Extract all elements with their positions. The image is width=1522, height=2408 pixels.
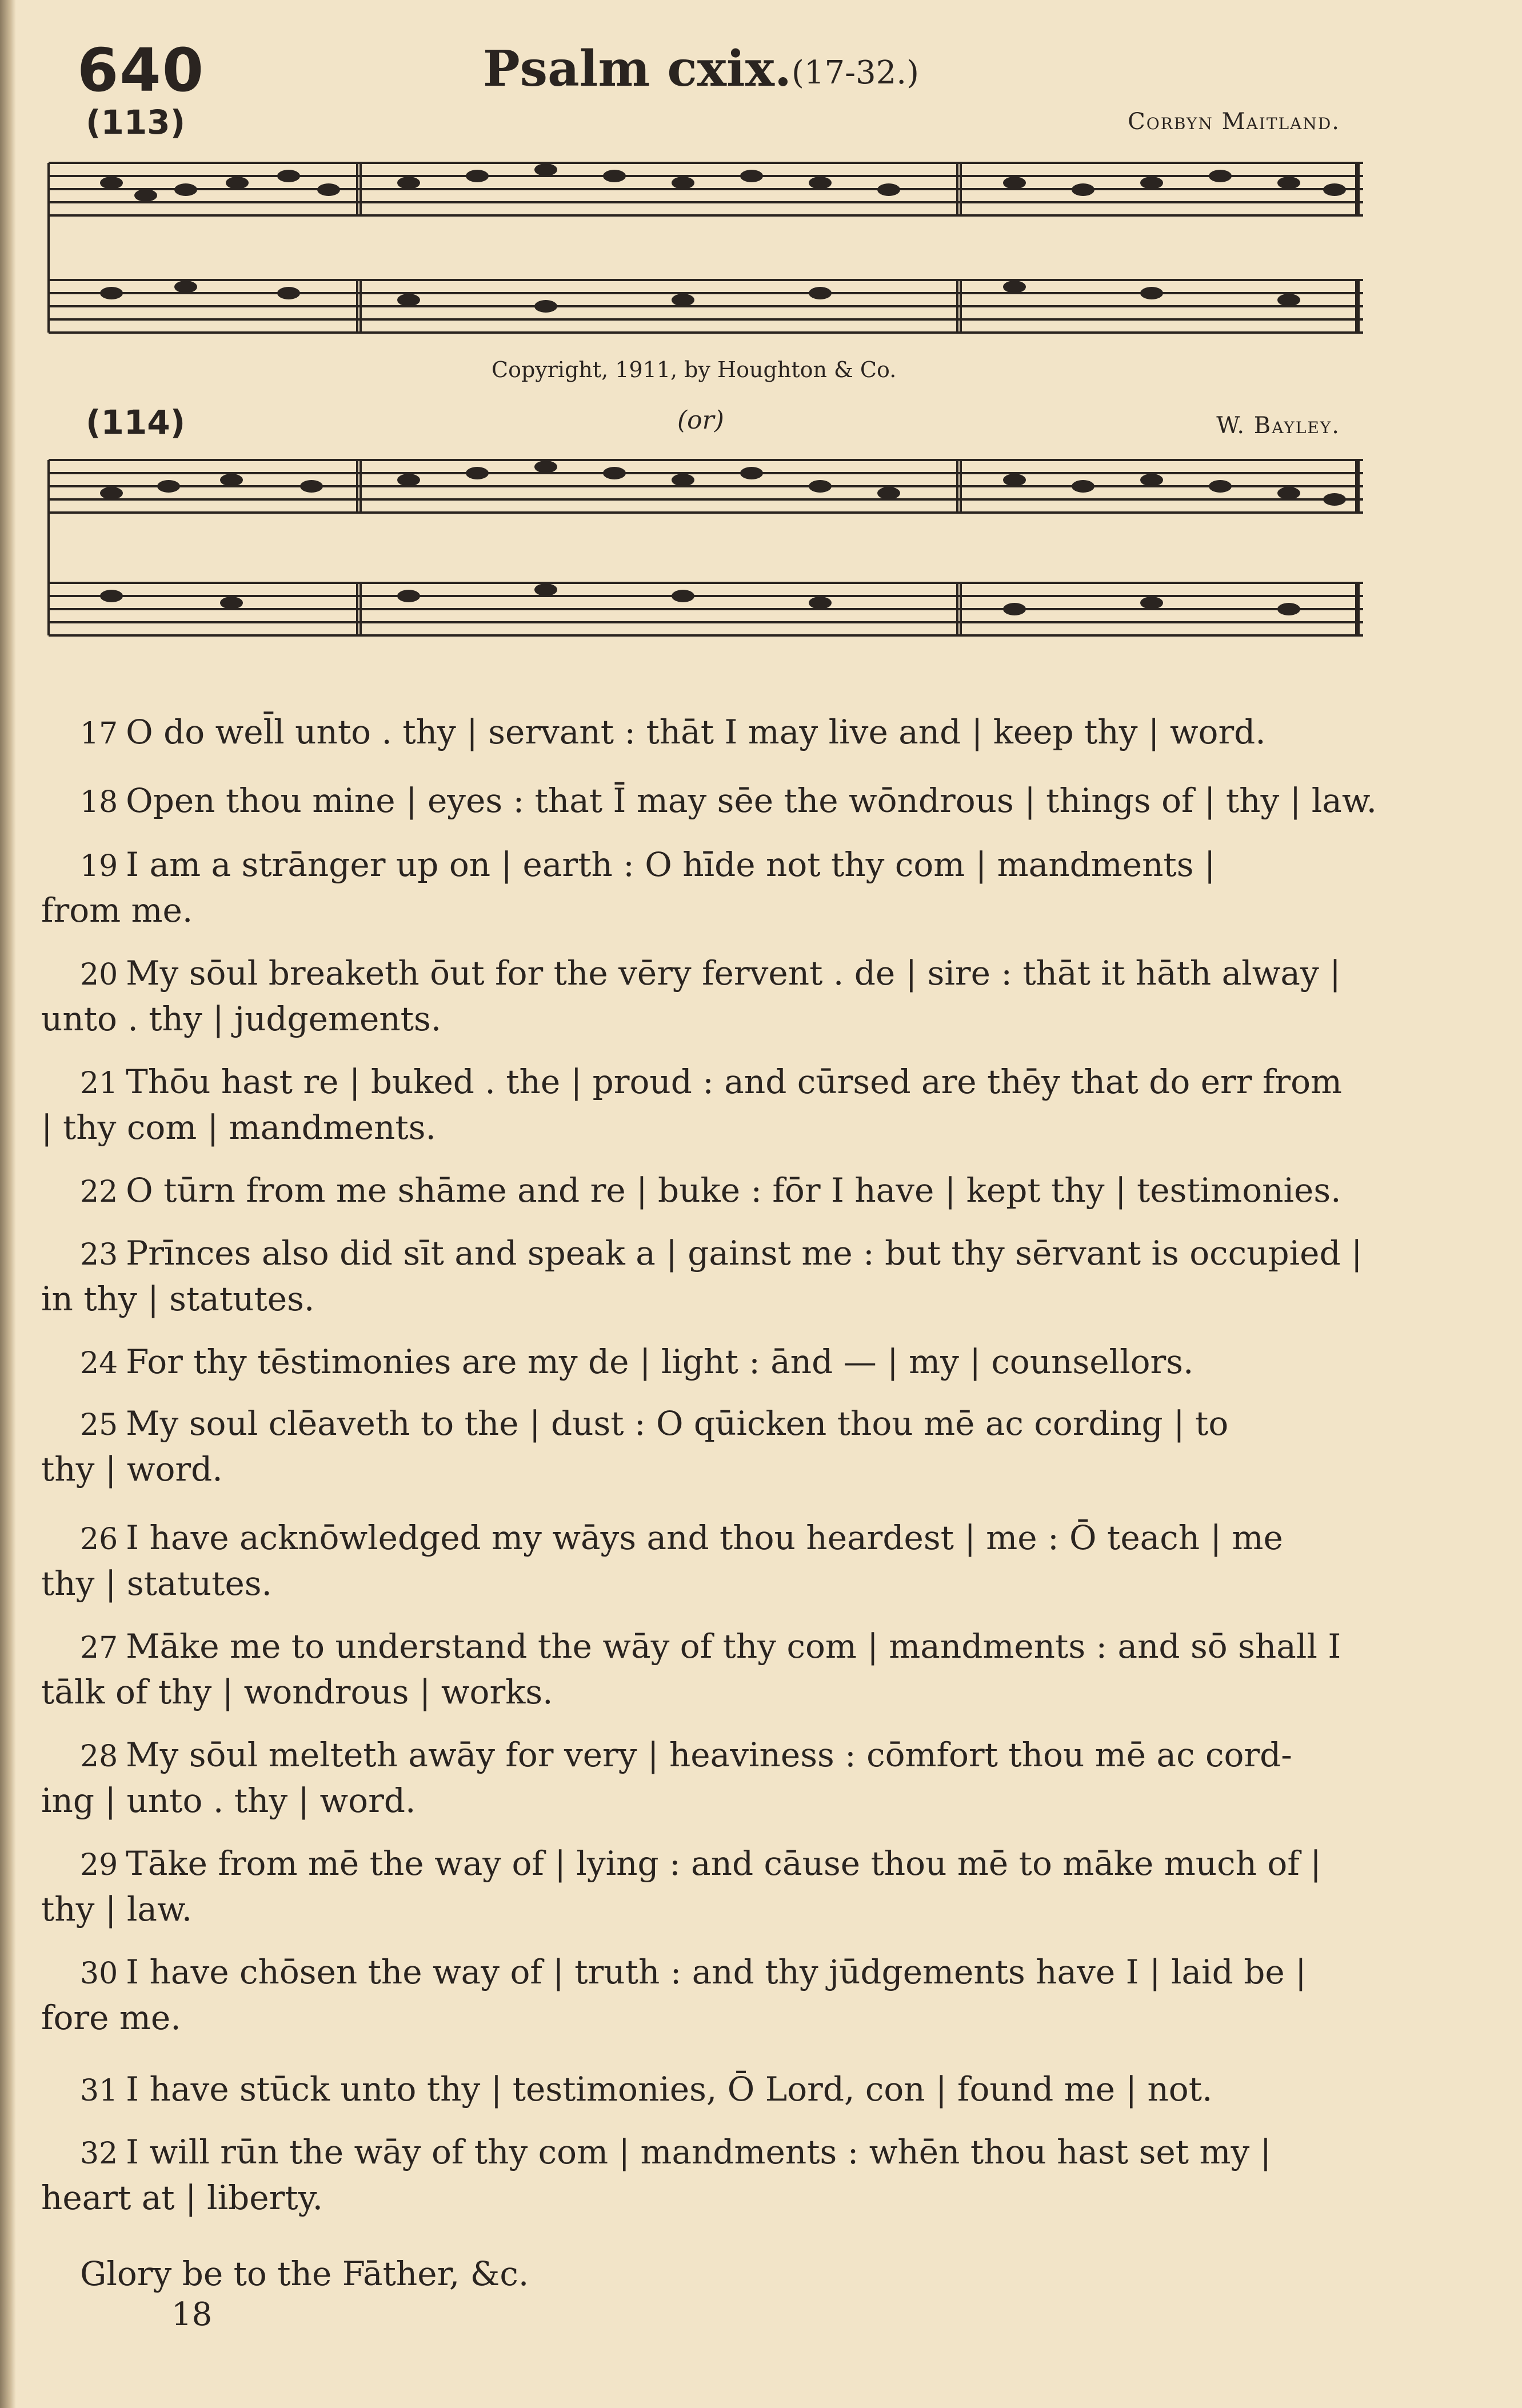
music-score-114 [43,443,1369,643]
verse-22: 22 O tūrn from me shāme and re | buke : fōr I have | kept thy | testimonies. [80,1171,1341,1210]
verse-23-cont: in thy | statutes. [41,1279,315,1318]
tune-composer-113: Corbyn Maitland. [1128,109,1340,135]
verse-17: 17 O do wel̄l unto . thy | servant : thāt I may live and | keep thy | word. [80,713,1266,751]
gloria-line: Glory be to the Fāther, &c. [80,2254,529,2293]
verse-32: 32 I will rūn the wāy of thy com | mandments : whēn thou hast set my | [80,2133,1272,2171]
copyright-notice: Copyright, 1911, by Houghton & Co. [492,357,897,382]
verse-26-cont: thy | statutes. [41,1564,272,1603]
printer-signature: 18 [171,2296,213,2333]
verse-20: 20 My sōul breaketh ōut for the vēry fervent . de | sire : thāt it hāth alway | [80,954,1341,993]
verse-24: 24 For thy tēstimonies are my de | light : ānd — | my | counsellors. [80,1342,1194,1381]
verse-27-cont: tālk of thy | wondrous | works. [41,1673,553,1711]
verse-19-cont: from me. [41,891,193,930]
verse-25-cont: thy | word. [41,1450,223,1489]
verse-30: 30 I have chōsen the way of | truth : and thy jūdgements have I | laid be | [80,1953,1307,1991]
verse-28: 28 My sōul melteth awāy for very | heaviness : cōmfort thou mē ac cord- [80,1735,1292,1774]
tune-number-113: (113) [86,103,186,142]
verse-29-cont: thy | law. [41,1890,193,1929]
verse-19: 19 I am a strānger up on | earth : O hīde not thy com | mandments | [80,845,1216,884]
book-spine-shadow [0,0,16,2408]
verse-25: 25 My soul clēaveth to the | dust : O qūicken thou mē ac cording | to [80,1404,1229,1443]
alternative-label: (or) [677,406,724,435]
verse-range: (17-32.) [792,54,919,91]
verse-23: 23 Prīnces also did sīt and speak a | gainst me : but thy sērvant is occupied | [80,1234,1363,1273]
verse-32-cont: heart at | liberty. [41,2178,323,2217]
verse-20-cont: unto . thy | judgements. [41,999,442,1038]
verse-27: 27 Māke me to understand the wāy of thy com | mandments : and sō shall I [80,1627,1341,1666]
verse-18: 18 Open thou mine | eyes : that Ī may sēe the wōndrous | things of | thy | law. [80,781,1377,820]
verse-30-cont: fore me. [41,1998,181,2037]
verse-21-cont: | thy com | mandments. [41,1108,436,1147]
music-score-113 [43,143,1369,360]
verse-21: 21 Thōu hast re | buked . the | proud : and cūrsed are thēy that do err from [80,1062,1343,1101]
verse-29: 29 Tāke from mē the way of | lying : and cāuse thou mē to māke much of | [80,1844,1321,1883]
verse-26: 26 I have acknōwledged my wāys and thou heardest | me : Ō teach | me [80,1518,1283,1557]
verse-28-cont: ing | unto . thy | word. [41,1781,416,1820]
page-number: 640 [77,35,205,105]
tune-composer-114: W. Bayley. [1216,413,1340,439]
psalm-title: Psalm cxix. [483,40,792,98]
tune-number-114: (114) [86,403,186,442]
verse-31: 31 I have stūck unto thy | testimonies, Ō Lord, con | found me | not. [80,2070,1213,2109]
